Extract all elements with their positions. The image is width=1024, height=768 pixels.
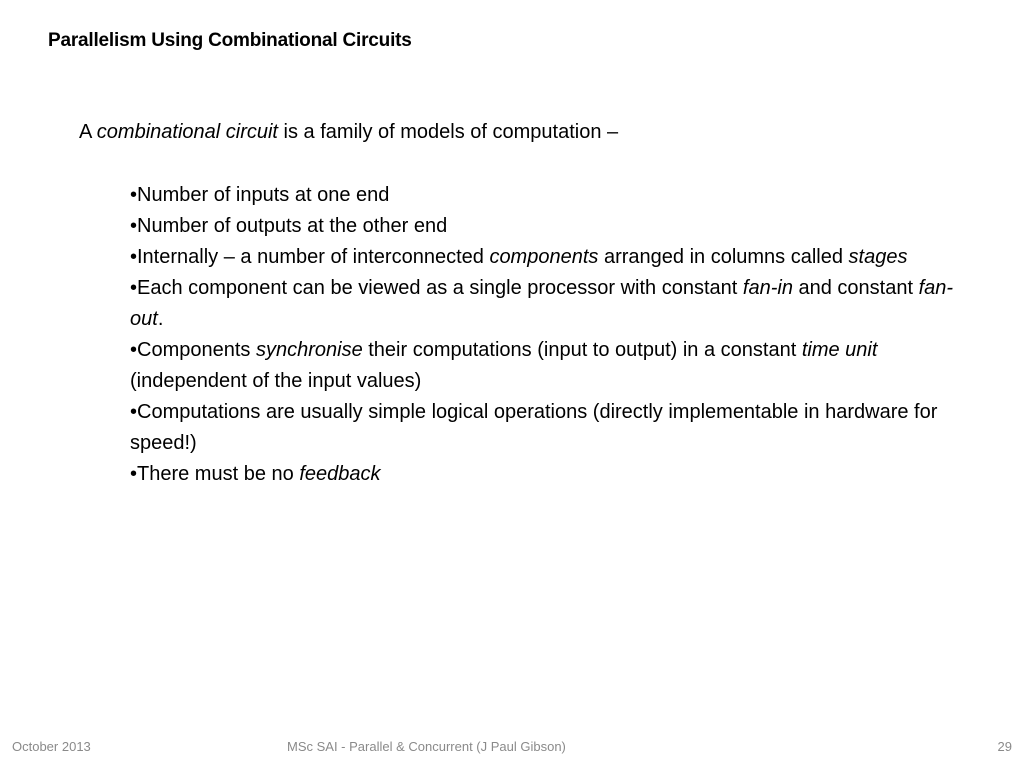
bullet-text: •Components bbox=[130, 339, 256, 361]
bullet-text: •Computations are usually simple logical operations (directly implementable in hardware for speed!) bbox=[130, 401, 938, 454]
bullet-emphasis: stages bbox=[848, 246, 908, 268]
bullet-item bbox=[130, 242, 970, 273]
bullet-item bbox=[130, 459, 970, 490]
bullet-item bbox=[130, 335, 970, 397]
bullet-text: •Internally – a number of interconnected bbox=[130, 246, 490, 268]
bullet-emphasis: components bbox=[489, 246, 599, 268]
bullet-list bbox=[130, 180, 970, 490]
bullet-text: •Number of outputs at the other end bbox=[130, 215, 448, 237]
bullet-item bbox=[130, 211, 970, 242]
footer-date: October 2013 bbox=[12, 739, 91, 754]
intro-after: is a family of models of computation – bbox=[278, 121, 619, 143]
bullet-item bbox=[130, 397, 970, 459]
slide-title: Parallelism Using Combinational Circuits bbox=[48, 30, 412, 51]
bullet-emphasis: fan-out bbox=[130, 277, 954, 330]
bullet-text: •Number of inputs at one end bbox=[130, 184, 390, 206]
bullet-emphasis: synchronise bbox=[255, 339, 363, 361]
bullet-emphasis: time unit bbox=[801, 339, 878, 361]
bullet-text: arranged in columns called bbox=[598, 246, 849, 268]
intro-before: A bbox=[79, 121, 97, 143]
bullet-text: •There must be no bbox=[130, 463, 300, 485]
intro-term: combinational circuit bbox=[96, 121, 278, 143]
bullet-item bbox=[130, 273, 970, 335]
bullet-text: and constant bbox=[792, 277, 919, 299]
bullet-text: •Each component can be viewed as a single processor with constant bbox=[130, 277, 743, 299]
bullet-emphasis: fan-in bbox=[742, 277, 793, 299]
footer-course: MSc SAI - Parallel & Concurrent (J Paul Gibson) bbox=[287, 739, 566, 754]
footer-page-number: 29 bbox=[997, 739, 1012, 754]
bullet-item bbox=[130, 180, 970, 211]
bullet-emphasis: feedback bbox=[299, 463, 381, 485]
intro-sentence bbox=[79, 119, 618, 145]
bullet-text: (independent of the input values) bbox=[130, 370, 422, 392]
bullet-text: their computations (input to output) in a constant bbox=[362, 339, 802, 361]
bullet-text: . bbox=[157, 308, 164, 330]
